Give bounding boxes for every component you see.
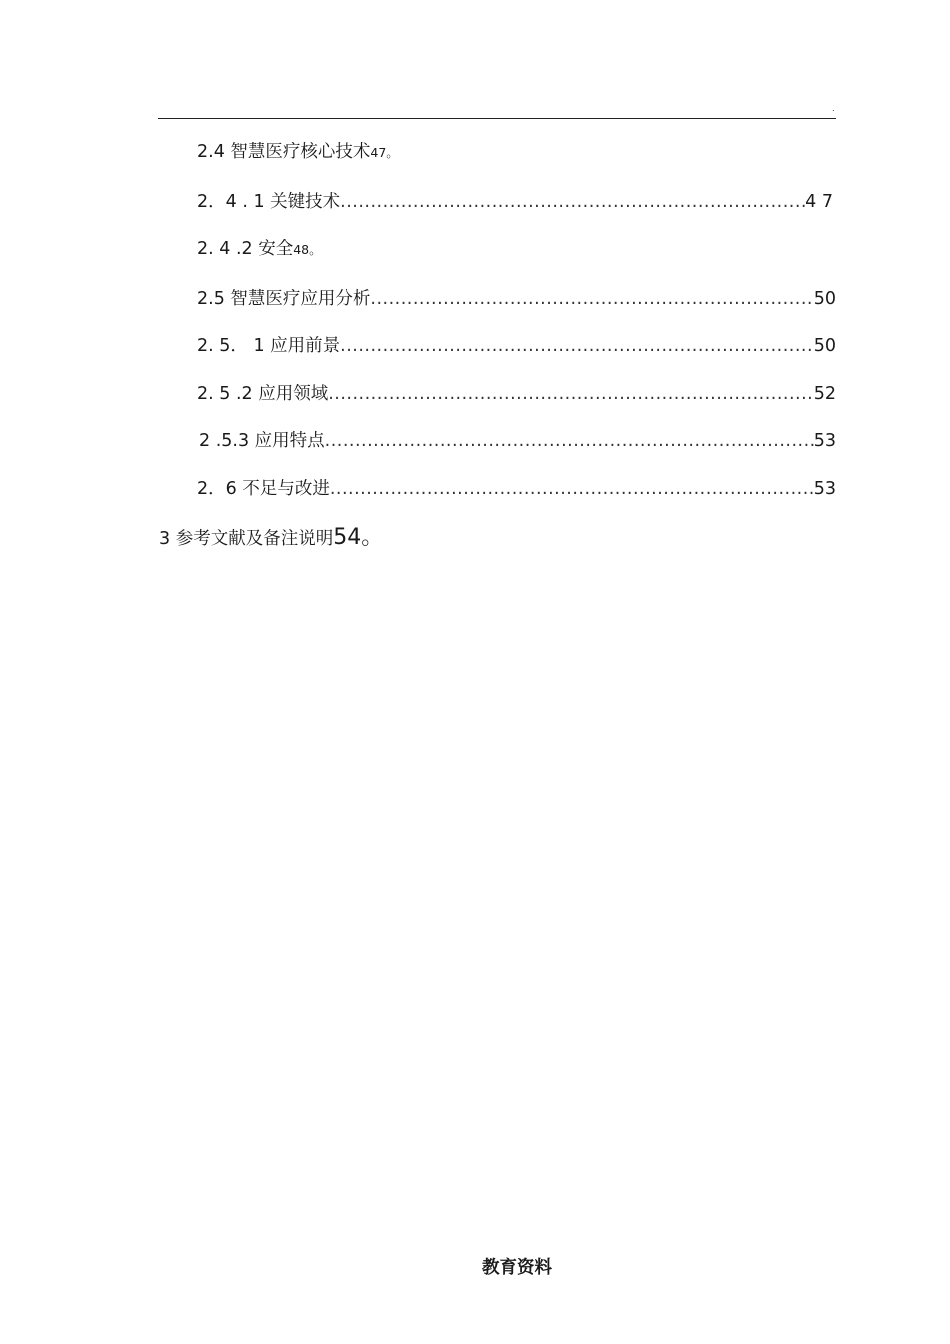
toc-dot-leader — [370, 289, 813, 309]
toc-entry-2-4-1[interactable] — [197, 188, 833, 213]
toc-entry-page: 53 — [813, 431, 836, 451]
header-mark: . — [832, 104, 835, 113]
toc-entry-2-4-2[interactable] — [197, 235, 322, 260]
toc-entry-page: 53 — [813, 479, 836, 499]
toc-entry-label: 2. 5 .2 应用领域 — [197, 384, 329, 404]
toc-entry-2-4[interactable] — [197, 138, 399, 163]
toc-dot-leader — [328, 384, 814, 404]
toc-entry-label: 2.5 智慧医疗应用分析 — [197, 289, 371, 309]
toc-entry-page: 4 7 — [805, 192, 833, 212]
toc-entry-label: 2．6 不足与改进 — [197, 479, 330, 499]
toc-dot-leader — [340, 336, 814, 356]
toc-entry-label: 2.4 智慧医疗核心技术 — [197, 142, 371, 162]
toc-dot-leader — [330, 479, 814, 499]
toc-entry-2-5-2[interactable] — [197, 380, 836, 405]
toc-entry-2-6[interactable] — [197, 475, 836, 500]
toc-entry-label: 2．4 . 1 关键技术 — [197, 192, 341, 212]
toc-entry-2-5-1[interactable] — [197, 332, 836, 357]
toc-entry-label: 2. 4 .2 安全 — [197, 239, 294, 259]
toc-entry-page: 47。 — [370, 145, 399, 160]
toc-entry-label: 2 .5.3 应用特点 — [199, 431, 325, 451]
toc-entry-page: 48。 — [293, 242, 322, 257]
toc-entry-page: 50 — [813, 289, 836, 309]
toc-entry-page: 50 — [813, 336, 836, 356]
toc-dot-leader — [325, 431, 814, 451]
toc-entry-2-5-3[interactable] — [199, 427, 836, 452]
toc-entry-3[interactable] — [159, 520, 383, 551]
header-rule — [158, 118, 836, 119]
toc-entry-label: 3 参考文献及备注说明 — [159, 529, 334, 549]
footer-text: 教育资料 — [482, 1258, 552, 1278]
toc-entry-2-5[interactable] — [197, 285, 836, 310]
toc-dot-leader — [340, 192, 805, 212]
toc-entry-label: 2. 5． 1 应用前景 — [197, 336, 341, 356]
toc-entry-page: 54。 — [333, 525, 384, 550]
toc-entry-page: 52 — [813, 384, 836, 404]
